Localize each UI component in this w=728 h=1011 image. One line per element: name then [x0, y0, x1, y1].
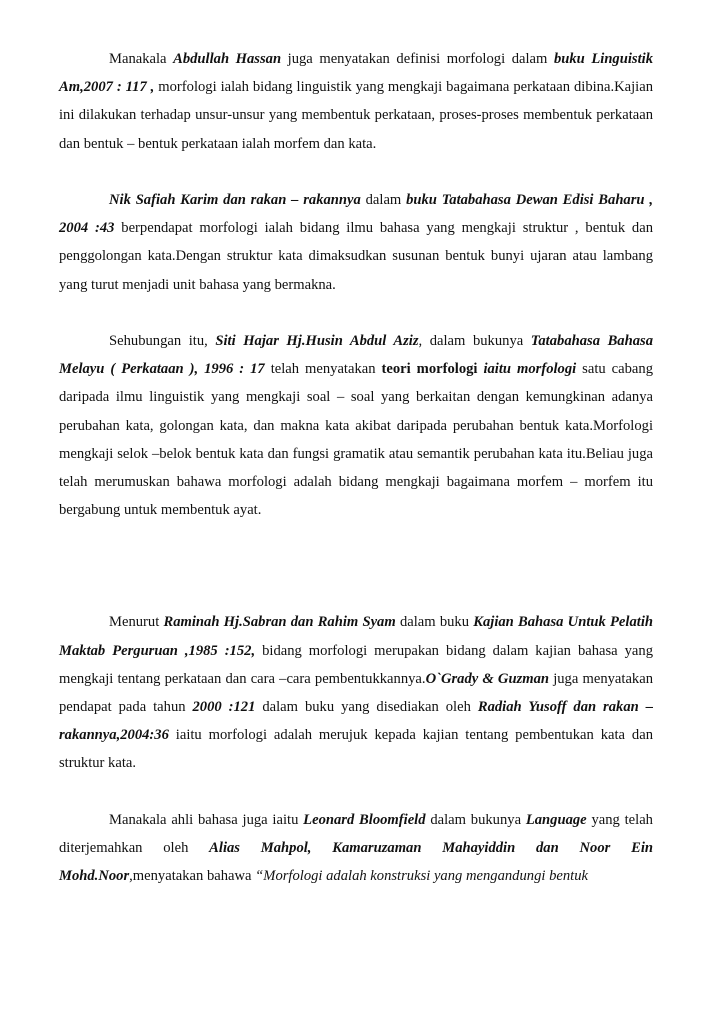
text-segment: bidang morfologi merupakan bidang dalam kajian bahasa yang mengkaji tentang perkataan dan cara –cara pembentukkannya.	[59, 642, 654, 687]
text-segment: morfologi ialah bidang linguistik yang mengkaji bagaimana perkataan dibina.Kajian ini dilakukan terhadap unsur-unsur yang membentuk perkataan, proses-proses membentuk perkataan dan bentuk – bentuk perkataan ialah morfem dan kata.	[59, 79, 654, 152]
book-reference: buku Linguistik Am,2007 : 117 ,	[59, 51, 653, 96]
paragraph-1	[59, 45, 653, 158]
paragraph-2	[59, 186, 653, 299]
text-segment: dalam buku	[395, 614, 474, 631]
text-segment: juga menyatakan definisi morfologi dalam	[281, 51, 554, 67]
book-reference: buku Tatabahasa Dewan Edisi Baharu , 2004 :43	[59, 192, 653, 237]
author-name: Abdullah Hassan	[173, 51, 282, 67]
author-name: Siti Hajar Hj.Husin Abdul Aziz	[215, 333, 419, 349]
author-name: Radiah Yusoff dan rakan – rakannya,2004:36	[59, 699, 653, 744]
book-reference: Tatabahasa Bahasa Melayu ( Perkataan ), 1996 : 17	[59, 333, 653, 378]
text-segment: Sehubungan itu,	[109, 333, 216, 349]
text-segment: berpendapat morfologi ialah bidang ilmu bahasa yang mengkaji struktur , bentuk dan penggolongan kata.Dengan struktur kata dimaksudkan susunan bentuk bunyi ujaran atau lambang yang turut menjadi unit bahasa yang bermakna.	[59, 220, 654, 293]
book-reference: 2000 :121	[192, 699, 256, 716]
text-segment: , dalam bukunya	[418, 333, 531, 349]
quotation: “Morfologi adalah konstruksi yang mengandungi bentuk	[255, 868, 588, 885]
paragraph-5	[59, 806, 653, 891]
text-segment: Manakala	[109, 51, 174, 67]
emphasis-term: teori morfologi	[381, 361, 484, 378]
text-segment: satu cabang daripada ilmu linguistik yang mengkaji soal – soal yang berkaitan dengan kemungkinan adanya perubahan kata, golongan kata, dan makna kata akibat daripada perubahan bentuk kata.Morfologi mengkaji selok –belok bentuk kata dan fungsi gramatik atau semantik perubahan kata itu.Beliau juga telah merumuskan bahawa morfologi adalah bidang mengkaji bagaimana morfem – morfem itu bergabung untuk membentuk ayat.	[59, 361, 653, 519]
document-body	[59, 45, 653, 919]
text-segment: yang telah diterjemahkan oleh	[59, 811, 653, 857]
author-name: Raminah Hj.Sabran dan Rahim Syam	[163, 614, 396, 631]
text-segment: telah menyatakan	[264, 361, 382, 378]
text-segment: juga menyatakan pendapat pada tahun	[59, 670, 653, 716]
author-name: O`Grady & Guzman	[425, 670, 550, 687]
author-name: Alias Mahpol, Kamaruzaman Mahayiddin dan Noor Ein Mohd.Noor	[59, 840, 653, 885]
text-segment: dalam	[360, 192, 407, 208]
book-reference: Language	[525, 811, 587, 828]
text-segment: dalam bukunya	[425, 811, 526, 828]
emphasis-term: iaitu morfologi	[483, 361, 577, 378]
text-segment: Manakala ahli bahasa juga iaitu	[109, 811, 304, 828]
text-segment: iaitu morfologi adalah merujuk kepada kajian tentang pembentukan kata dan struktur kata.	[59, 727, 653, 772]
paragraph-4	[59, 608, 653, 777]
book-reference: Kajian Bahasa Untuk Pelatih Maktab Perguruan ,1985 :152,	[59, 614, 653, 659]
author-name: Nik Safiah Karim dan rakan – rakannya	[109, 192, 361, 208]
text-segment: ,menyatakan bahawa	[129, 868, 256, 885]
text-segment: dalam buku yang disediakan oleh	[255, 699, 478, 716]
text-segment: Menurut	[109, 614, 164, 631]
paragraph-3	[59, 327, 653, 524]
author-name: Leonard Bloomfield	[303, 811, 426, 828]
